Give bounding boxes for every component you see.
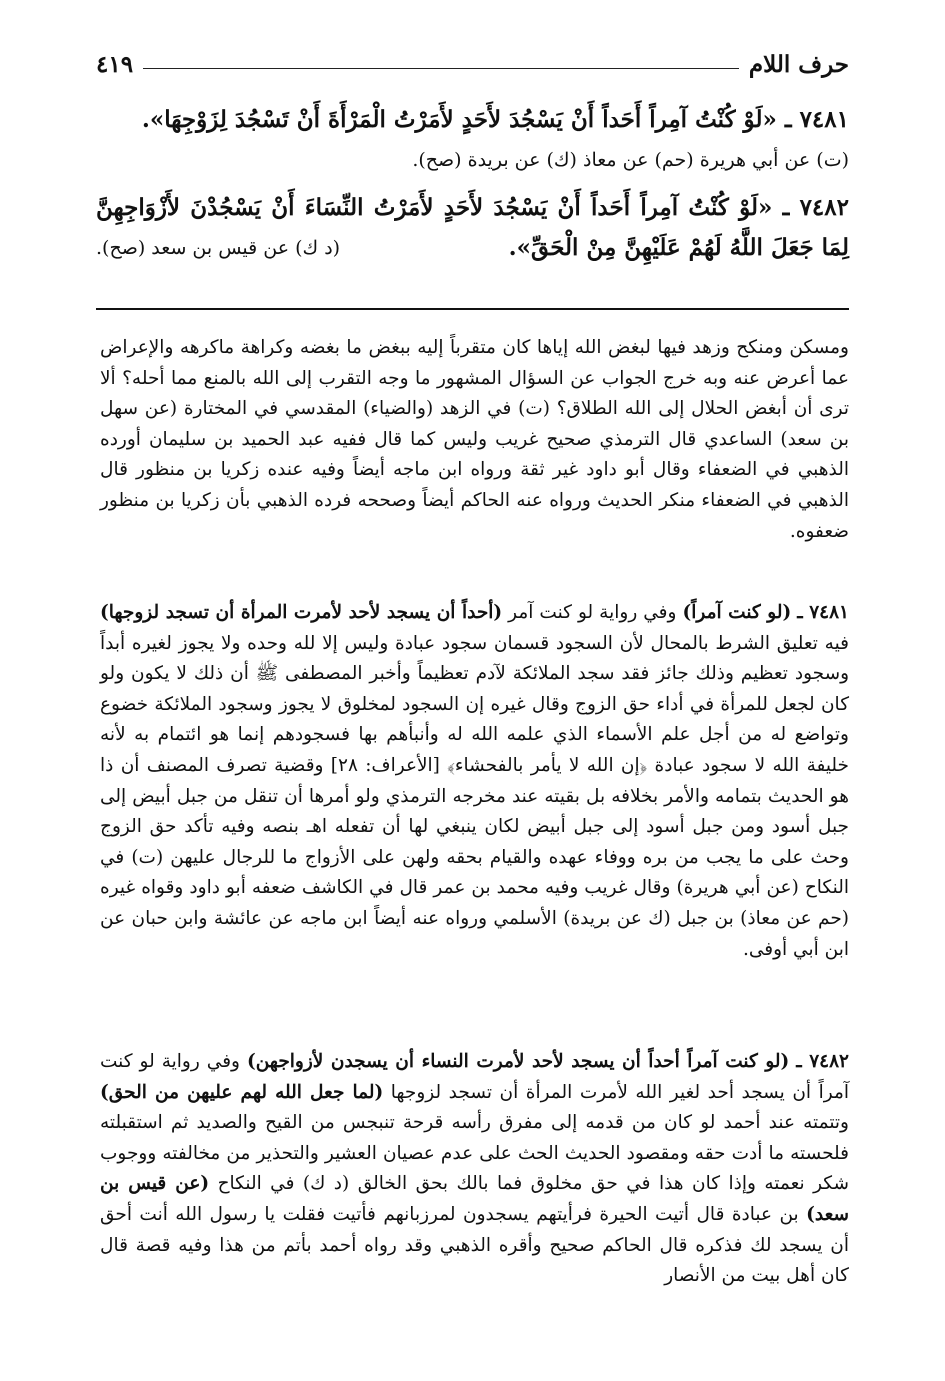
page-header — [96, 38, 849, 78]
hadith-source: (ت) عن أبي هريرة (حم) عن معاذ (ك) عن بريدة (صح). — [412, 149, 849, 171]
quoted-text: (لما جعل الله لهم عليهن من الحق) — [100, 1081, 384, 1103]
commentary-number: ٧٤٨١ ـ — [797, 602, 849, 623]
commentary-text: بن عبادة قال أتيت الحيرة فرأيتهم يسجدون لمرزبانهم فأتيت فقلت يا رسول الله أنت أحق أن يسجد لك فذكره قال الحاكم صحيح وأقره الذهبي وقد رواه أحمد بأتم من هذا وفيه قصة قال كان أهل بيت من الأنصار — [100, 1203, 849, 1287]
quoted-text: (لو كنت آمراً) — [682, 602, 792, 623]
commentary-text: وتتمته عند أحمد لو كان من قدمه إلى مفرق رأسه قرحة تنبجس من القيح والصديد ثم استقبلته فلحسته ما أدت حقه ومقصود الحديث الحث على عدم عصيان العشير والتحذير من مخالفته ووجوب شكر نعمته وإذا كان هذا في حق مخلوق فما بالك بحق الخالق (د ك) في النكاح — [100, 1112, 850, 1195]
hadith-text: ٧٤٨١ ـ «لَوْ كُنْتُ آمِراً أَحَداً أَنْ يَسْجُدَ لأَحَدٍ لأَمَرْتُ الْمَرْأَةَ أَنْ تَسْجُدَ لِزَوْجِهَا». — [141, 106, 849, 133]
quoted-text: (أحداً أن يسجد لأحد لأمرت المرأة أن تسجد لزوجها) — [100, 602, 503, 623]
hadith-7482 — [96, 188, 849, 268]
hadith-7481 — [96, 100, 849, 180]
page-number: ٤١٩ — [96, 51, 134, 78]
header-rule — [143, 68, 739, 69]
commentary-number: ٧٤٨٢ ـ — [796, 1051, 849, 1072]
commentary-7481 — [100, 598, 849, 965]
commentary-text: وفي رواية لو كنت آمراً أن يسجد أحد لغير الله لأمرت المرأة أن تسجد لزوجها — [100, 1051, 849, 1103]
quoted-text: (لو كنت آمراً أحداً أن يسجد لأحد لأمرت النساء أن يسجدن لأزواجهن) — [246, 1051, 790, 1072]
commentary-text: ومسكن ومنكح وزهد فيها لبغض الله إياها كان متقرباً إليه ببغض ما بغضه وكراهة ماكرهه والإعراض عما أعرض عنه وبه خرج الجواب عن السؤال المشهور ما وجه التقرب إلى الله بالمنع مما أحله؟ ألا ترى أن أبغض الحلال إلى الله الطلاق؟ (ت) في الزهد (والضياء) المقدسي في المختارة (عن سهل بن سعد) الساعدي قال الترمذي صحيح غريب وليس كما قال ففيه عبد الحميد بن سليمان أورده الذهبي في الضعفاء وقال أبو داود غير ثقة ورواه ابن ماجه أيضاً وفيه عنده زكريا بن منظور قال الذهبي في الضعفاء منكر الحديث ورواه عنه الحاكم أيضاً وصححه فرده الذهبي بأن زكريا بن منظور ضعفوه. — [100, 337, 849, 542]
commentary-text: وفي رواية لو كنت آمر — [502, 602, 683, 623]
commentary-text: فيه تعليق الشرط بالمحال لأن السجود قسمان سجود عبادة وليس إلا لله وحده ولا يجوز لغيره أبداً وسجود تعظيم وذلك جائز فقد سجد الملائكة لآدم تعظيماً وأخبر المصطفى ﷺ أن ذلك لا يكون ولو كان لجعل للمرأة في أداء حق الزوج وقال غيره إن السجود لمخلوق لا يجوز وسجود الملائكة خضوع وتواضع له من أجل علم الأسماء الذي علمه الله له وأنبأهم بها فسجودهم إنما هو ائتمام به لأنه خليفة الله لا سجود عبادة ﴿إن الله لا يأمر بالفحشاء﴾ [الأعراف: ٢٨] وقضية تصرف المصنف أن ذا هو الحديث بتمامه والأمر بخلافه بل بقيته عند مخرجه الترمذي ولو أمرها أن تنقل من جبل أبيض إلى جبل أسود ومن جبل أسود إلى جبل أبيض لكان ينبغي لها أن تفعله اهـ بنصه وفيه تأكد حق الزوج وحث على ما يجب من بره ووفاء عهده والقيام بحقه ولهن على الأزواج ما للرجال عليهن (ت) في النكاح (عن أبي هريرة) وقال غريب وفيه محمد بن عمر قال في الكاشف ضعفه أبو داود وقواه غيره (حم عن معاذ) بن جبل (ك عن بريدة) الأسلمي ورواه عنه أيضاً ابن ماجه عن عائشة وابن حبان عن ابن أبي أوفى. — [100, 632, 849, 960]
quoted-text: (عن قيس بن سعد) — [100, 1173, 849, 1225]
hadith-text: ٧٤٨٢ ـ «لَوْ كُنْتُ آمِراً أَحَداً أَنْ يَسْجُدَ لأَحَدٍ لأَمَرْتُ النِّسَاءَ أَنْ يَسْجُدْنَ لأَزْوَاجِهِنَّ لِمَا جَعَلَ اللَّهُ لَهُمْ عَلَيْهِنَّ مِنْ الْحَقِّ». — [96, 194, 849, 261]
commentary-paragraph — [100, 333, 849, 547]
chapter-title: حرف اللام — [748, 51, 849, 78]
commentary-7482 — [100, 1047, 849, 1292]
section-divider — [96, 308, 849, 310]
hadith-source: (د ك) عن قيس بن سعد (صح). — [96, 237, 341, 259]
